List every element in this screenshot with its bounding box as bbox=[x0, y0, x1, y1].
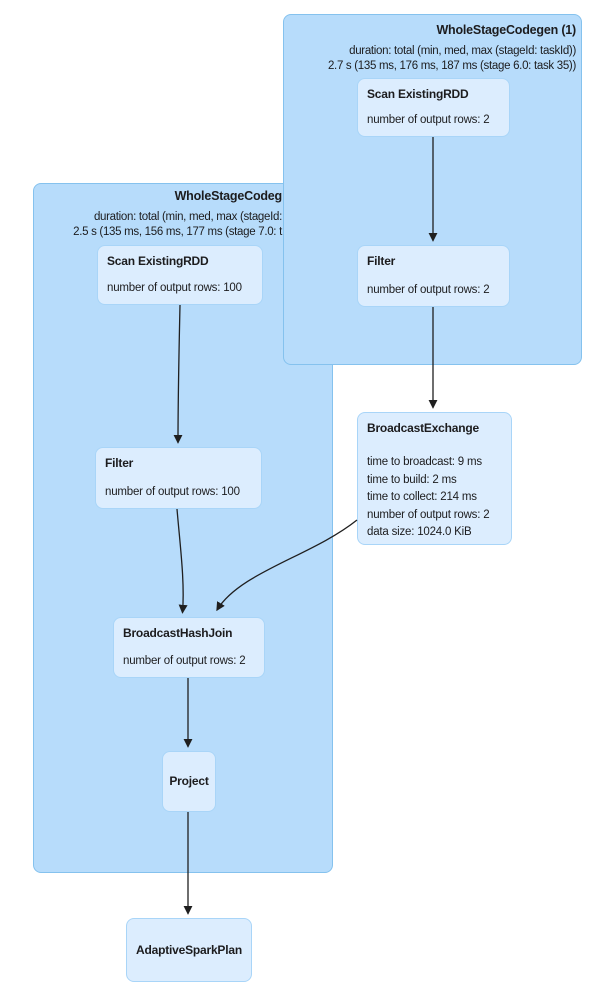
node-metric: time to collect: 214 ms bbox=[367, 491, 477, 503]
cluster-duration-left bbox=[73, 210, 282, 240]
node-metric: time to broadcast: 9 ms bbox=[367, 456, 482, 468]
plan-node-adaptive-spark-plan bbox=[126, 918, 252, 982]
node-metric: number of output rows: 100 bbox=[107, 282, 242, 294]
plan-node-broadcast-hash-join bbox=[113, 617, 265, 678]
node-title: AdaptiveSparkPlan bbox=[136, 942, 242, 957]
node-metric: number of output rows: 100 bbox=[105, 486, 240, 498]
cluster-duration-value-left: 2.5 s (135 ms, 156 ms, 177 ms (stage 7.0: t bbox=[73, 226, 282, 238]
node-title: BroadcastExchange bbox=[367, 421, 479, 435]
cluster-title-right: WholeStageCodegen (1) bbox=[436, 23, 576, 37]
node-title: Filter bbox=[367, 254, 396, 268]
cluster-duration-right bbox=[328, 44, 576, 74]
node-metric: number of output rows: 2 bbox=[123, 655, 246, 667]
cluster-duration-value-right: 2.7 s (135 ms, 176 ms, 187 ms (stage 6.0: task 35)) bbox=[327, 60, 576, 72]
plan-node-scan-existingrdd-right bbox=[357, 78, 510, 137]
node-metric: number of output rows: 2 bbox=[367, 114, 490, 126]
cluster-duration-label-left: duration: total (min, med, max (stageId: bbox=[93, 211, 282, 223]
node-metric: data size: 1024.0 KiB bbox=[367, 526, 472, 538]
plan-node-filter-left bbox=[95, 447, 262, 509]
plan-node-project bbox=[162, 751, 216, 812]
plan-node-scan-existingrdd-left bbox=[97, 245, 263, 305]
node-title: BroadcastHashJoin bbox=[123, 626, 233, 640]
node-title: Filter bbox=[105, 456, 134, 470]
plan-node-broadcast-exchange bbox=[357, 412, 512, 545]
node-metrics-list bbox=[367, 454, 502, 542]
node-metric: number of output rows: 2 bbox=[367, 284, 490, 296]
node-metric: time to build: 2 ms bbox=[367, 473, 457, 486]
node-title: Scan ExistingRDD bbox=[367, 87, 469, 101]
cluster-wholestagecodegen-1 bbox=[283, 14, 582, 365]
node-metric: number of output rows: 2 bbox=[367, 508, 490, 521]
plan-node-filter-right bbox=[357, 245, 510, 307]
node-title: Scan ExistingRDD bbox=[107, 254, 209, 268]
node-title: Project bbox=[169, 774, 209, 788]
cluster-duration-label-right: duration: total (min, med, max (stageId: taskId)) bbox=[349, 45, 576, 57]
cluster-title-left: WholeStageCodeg bbox=[174, 189, 282, 203]
cluster-label-left bbox=[73, 188, 282, 240]
cluster-label-right bbox=[328, 22, 576, 74]
